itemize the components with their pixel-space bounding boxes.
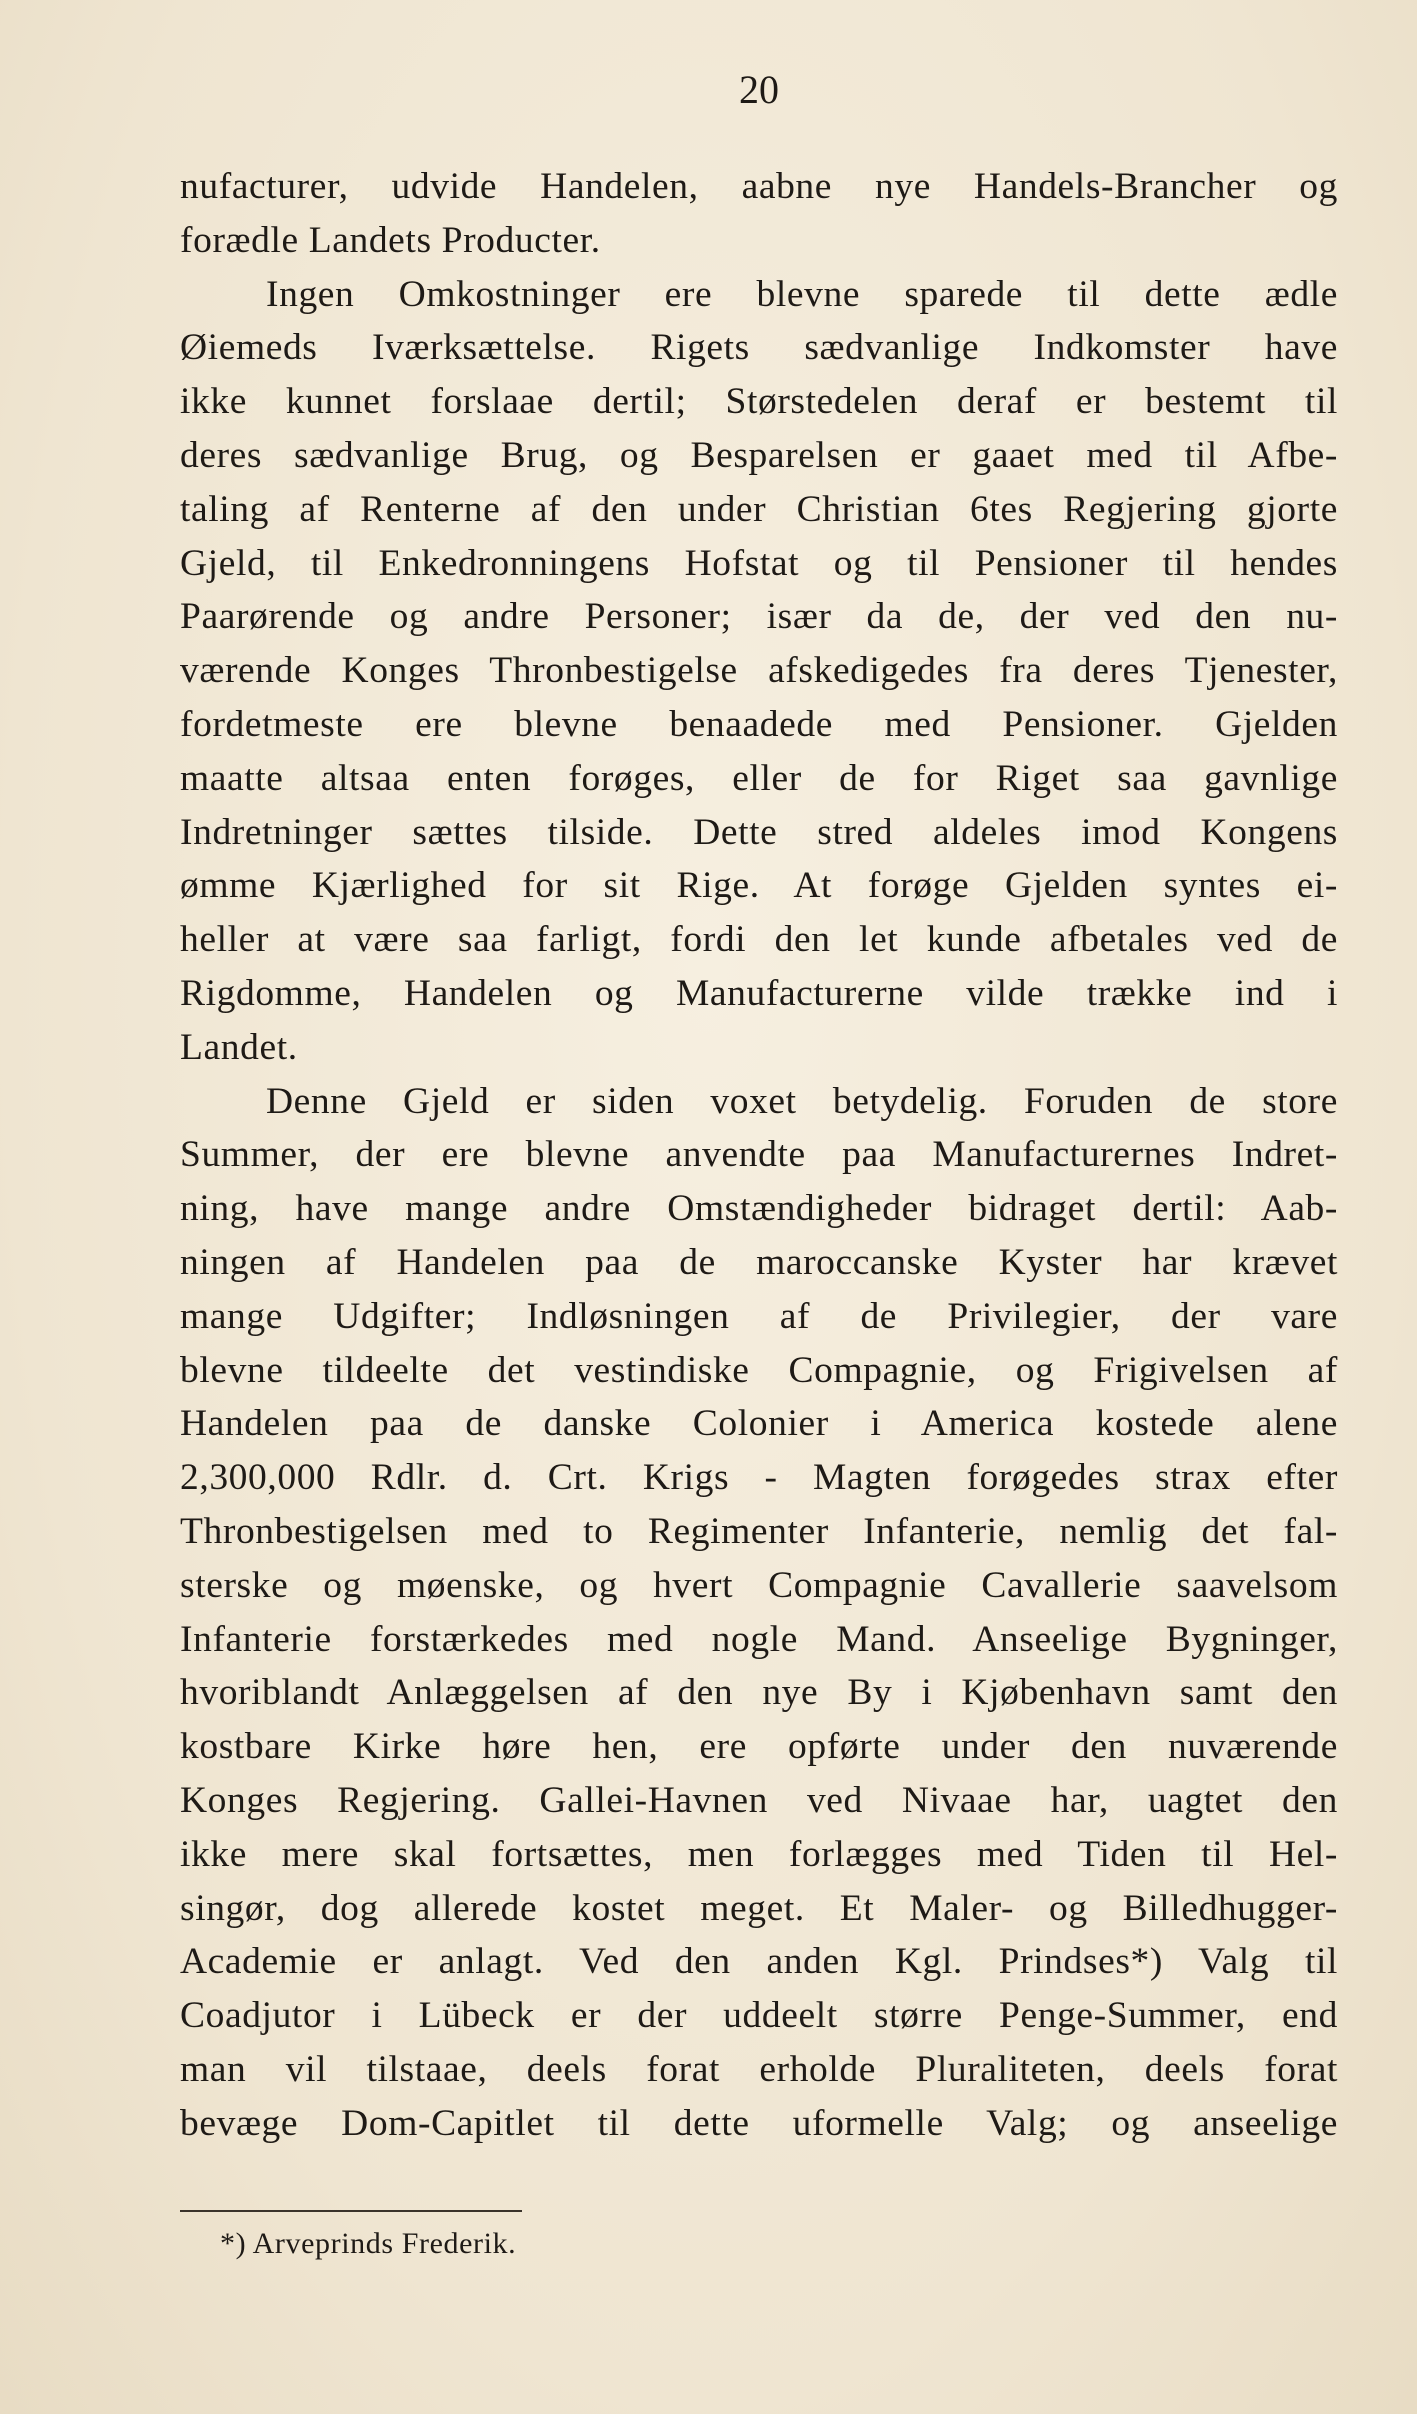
- text-line: blevne tildeelte det vestindiske Compagnie, og Frigivelsen af: [180, 1349, 1338, 1391]
- text-line: singør, dog allerede kostet meget. Et Maler- og Billedhugger-: [180, 1887, 1338, 1929]
- text-line: heller at være saa farligt, fordi den let kunde afbetales ved de: [180, 919, 1338, 961]
- text-line: ikke kunnet forslaae dertil; Størstedelen deraf er bestemt til: [180, 381, 1338, 423]
- text-line: Ingen Omkostninger ere blevne sparede til dette ædle: [266, 273, 1338, 315]
- body-text: [180, 160, 1338, 2150]
- text-line: man vil tilstaae, deels forat erholde Pluraliteten, deels forat: [180, 2048, 1338, 2090]
- text-line: Gjeld, til Enkedronningens Hofstat og til Pensioner til hendes: [180, 542, 1338, 584]
- text-line: taling af Renterne af den under Christian 6tes Regjering gjorte: [180, 488, 1338, 530]
- text-line: værende Konges Thronbestigelse afskedigedes fra deres Tjenester,: [180, 650, 1338, 692]
- text-line: nufacturer, udvide Handelen, aabne nye Handels-Brancher og: [180, 166, 1338, 207]
- text-line: Rigdomme, Handelen og Manufacturerne vilde trække ind i: [180, 972, 1338, 1014]
- footnote: *) Arveprinds Frederik.: [220, 2227, 517, 2260]
- text-line: Øiemeds Iværksættelse. Rigets sædvanlige Indkomster have: [180, 327, 1338, 369]
- text-line: Landet.: [180, 1026, 298, 1068]
- text-line: ømme Kjærlighed for sit Rige. At forøge Gjelden syntes ei-: [180, 865, 1338, 907]
- text-line: deres sædvanlige Brug, og Besparelsen er gaaet med til Afbe-: [180, 434, 1338, 476]
- text-line: Paarørende og andre Personer; især da de, der ved den nu-: [180, 596, 1338, 638]
- text-line: kostbare Kirke høre hen, ere opførte under den nuværende: [180, 1726, 1338, 1768]
- text-line: mange Udgifter; Indløsningen af de Privilegier, der vare: [180, 1295, 1338, 1337]
- text-line: fordetmeste ere blevne benaadede med Pensioner. Gjelden: [180, 703, 1338, 745]
- text-line: bevæge Dom-Capitlet til dette uformelle Valg; og anseelige: [180, 2102, 1338, 2144]
- text-line: ning, have mange andre Omstændigheder bidraget dertil: Aab-: [180, 1188, 1338, 1230]
- text-line: ikke mere skal fortsættes, men forlægges med Tiden til Hel-: [180, 1833, 1338, 1875]
- text-line: 2,300,000 Rdlr. d. Crt. Krigs - Magten forøgedes strax efter: [180, 1457, 1338, 1499]
- text-line: Academie er anlagt. Ved den anden Kgl. Prindses*) Valg til: [180, 1941, 1338, 1983]
- text-line: Coadjutor i Lübeck er der uddeelt større Penge-Summer, end: [180, 1995, 1338, 2037]
- text-line: hvoriblandt Anlæggelsen af den nye By i Kjøbenhavn samt den: [180, 1672, 1338, 1714]
- page-number: 20: [739, 67, 779, 112]
- text-line: sterske og møenske, og hvert Compagnie Cavallerie saavelsom: [180, 1564, 1338, 1606]
- text-line: maatte altsaa enten forøges, eller de for Riget saa gavnlige: [180, 757, 1338, 799]
- footnote-divider: [180, 2210, 522, 2212]
- text-line: Denne Gjeld er siden voxet betydelig. Foruden de store: [266, 1080, 1338, 1122]
- text-line: forædle Landets Producter.: [180, 219, 601, 261]
- book-page: [180, 0, 1338, 2414]
- text-line: ningen af Handelen paa de maroccanske Kyster har krævet: [180, 1241, 1338, 1283]
- text-line: Indretninger sættes tilside. Dette stred aldeles imod Kongens: [180, 811, 1338, 853]
- text-line: Konges Regjering. Gallei-Havnen ved Nivaae har, uagtet den: [180, 1779, 1338, 1821]
- text-line: Summer, der ere blevne anvendte paa Manufacturernes Indret-: [180, 1134, 1338, 1176]
- text-line: Handelen paa de danske Colonier i America kostede alene: [180, 1403, 1338, 1445]
- text-line: Infanterie forstærkedes med nogle Mand. Anseelige Bygninger,: [180, 1618, 1338, 1660]
- text-line: Thronbestigelsen med to Regimenter Infanterie, nemlig det fal-: [180, 1510, 1338, 1552]
